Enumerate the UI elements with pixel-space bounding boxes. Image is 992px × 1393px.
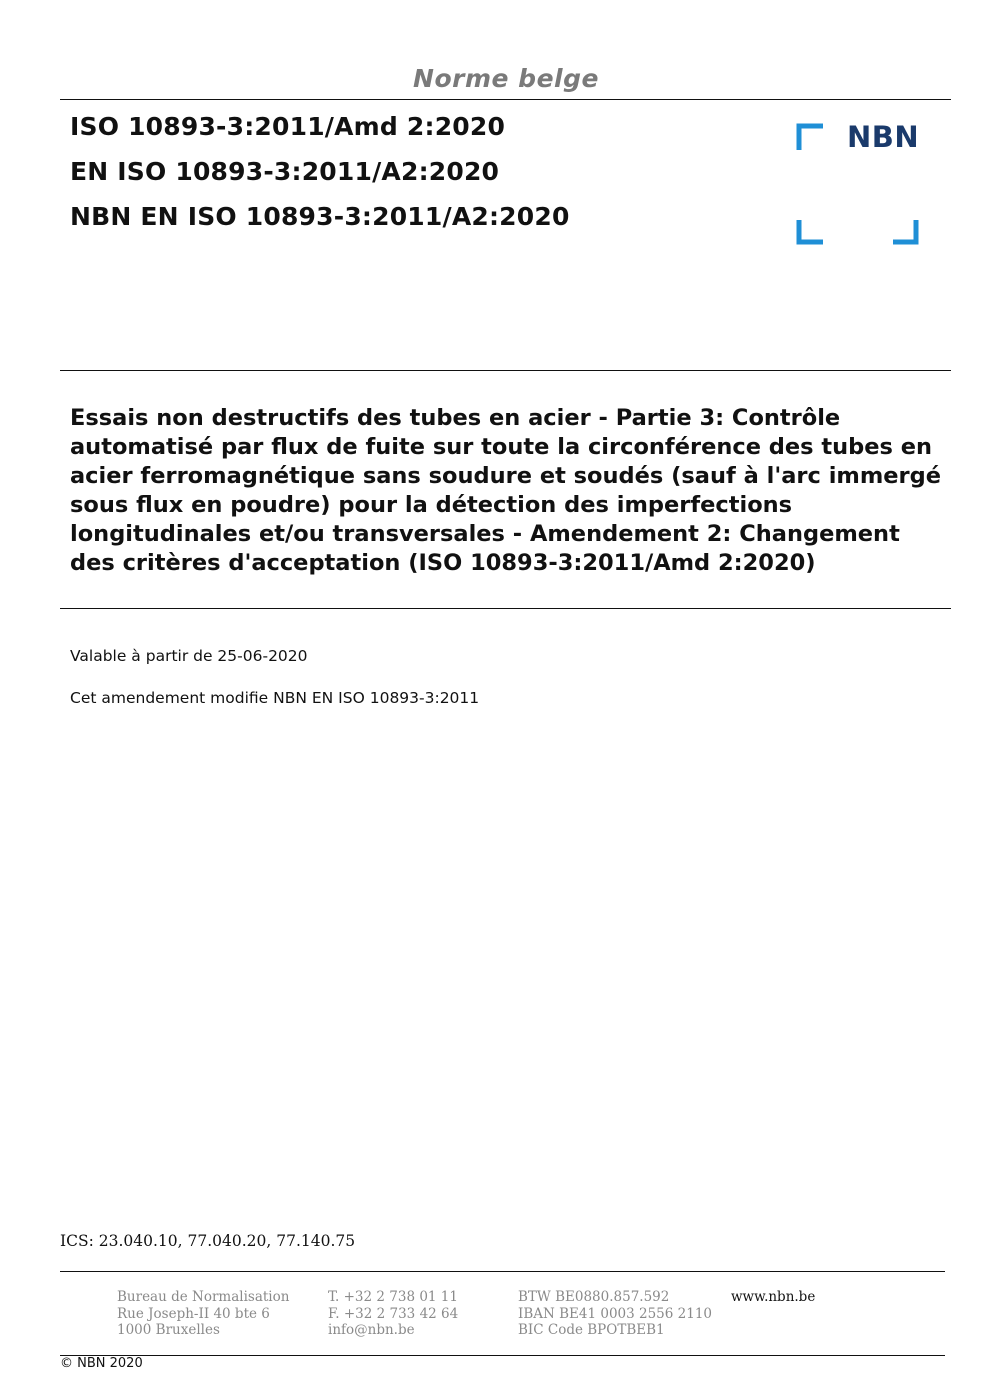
address-line: Rue Joseph-II 40 bte 6 bbox=[117, 1305, 270, 1322]
valid-from-text: Valable à partir de 25-06-2020 bbox=[70, 647, 308, 665]
document-title: Essais non destructifs des tubes en acier - Partie 3: Contrôle automatisé par flux de fuite sur toute la circonférence des tubes en acier ferromagnétique sans soudure et soudés (sauf à l'arc immergé sous flux en poudre) pour la détection des imperfections longitudinales et/ou transversales - Amendement 2: Changement des critères d'acceptation (ISO 10893-3:2011/Amd 2:2020) bbox=[70, 405, 942, 576]
en-standard-number: EN ISO 10893-3:2011/A2:2020 bbox=[70, 157, 500, 186]
document-type-label: Norme belge bbox=[413, 64, 599, 93]
email-link[interactable]: info@nbn.be bbox=[328, 1322, 415, 1338]
footer-bottom-divider bbox=[60, 1355, 945, 1356]
iso-standard-number: ISO 10893-3:2011/Amd 2:2020 bbox=[70, 112, 506, 141]
footer-top-divider bbox=[60, 1271, 945, 1272]
address-line: Bureau de Normalisation bbox=[117, 1289, 290, 1305]
header-divider bbox=[60, 99, 951, 100]
fax-number: F. +32 2 733 42 64 bbox=[328, 1305, 459, 1322]
footer-contact bbox=[328, 1289, 458, 1339]
address-line: 1000 Bruxelles bbox=[117, 1322, 220, 1338]
ics-codes: ICS: 23.040.10, 77.040.20, 77.140.75 bbox=[60, 1232, 356, 1250]
nbn-standard-number: NBN EN ISO 10893-3:2011/A2:2020 bbox=[70, 202, 570, 231]
bic-code: BIC Code BPOTBEB1 bbox=[518, 1322, 665, 1338]
iban: IBAN BE41 0003 2556 2110 bbox=[518, 1305, 713, 1322]
phone-number: T. +32 2 738 01 11 bbox=[328, 1289, 458, 1305]
copyright-notice: © NBN 2020 bbox=[60, 1356, 143, 1371]
footer-website bbox=[731, 1289, 815, 1306]
footer-address bbox=[117, 1289, 289, 1339]
vat-number: BTW BE0880.857.592 bbox=[518, 1289, 670, 1305]
nbn-logo bbox=[795, 120, 925, 250]
title-bottom-divider bbox=[60, 608, 951, 609]
footer-bank-details bbox=[518, 1289, 712, 1339]
amendment-note: Cet amendement modifie NBN EN ISO 10893-3:2011 bbox=[70, 689, 480, 707]
website-link[interactable]: www.nbn.be bbox=[731, 1289, 816, 1305]
logo-text: NBN bbox=[847, 120, 920, 154]
title-top-divider bbox=[60, 370, 951, 371]
